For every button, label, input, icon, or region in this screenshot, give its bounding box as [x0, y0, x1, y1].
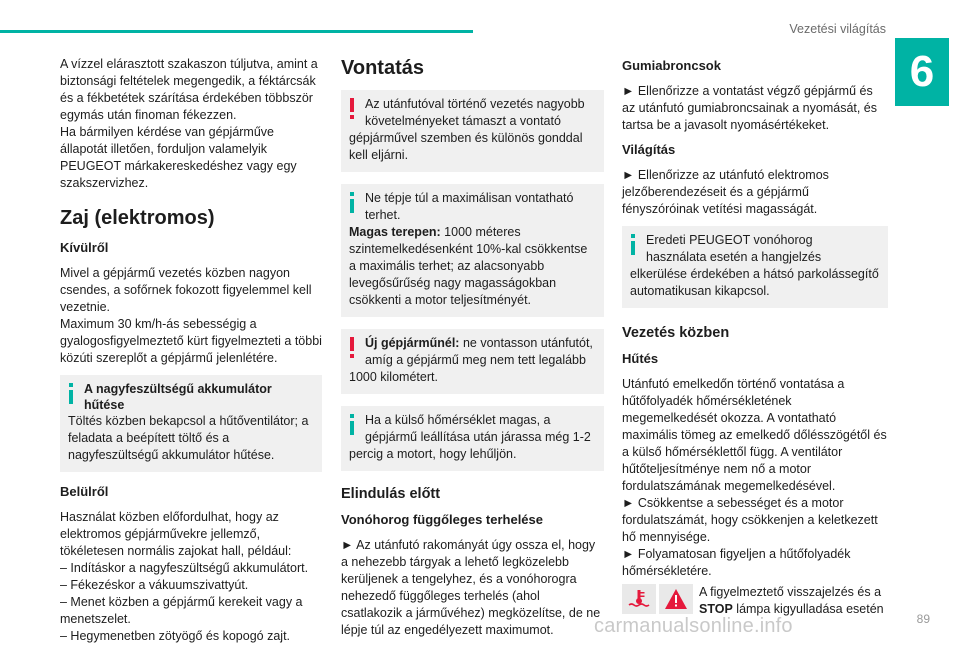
warning-triangle-icon: [659, 584, 693, 614]
page-number: 89: [916, 612, 930, 626]
coolant-temperature-icon: [622, 584, 656, 614]
warning-light-note: [622, 584, 888, 618]
new-vehicle-lead: ne vontasson utánfutót,: [459, 336, 593, 350]
hitch-paragraph: ► Az utánfutó rakományát úgy ossza el, hogy a nehezebb tárgyak a lehető legközelebb kerüljenek a tengelyhez, és a vonóhorogra nehezedő függőleges terhelés (ahol csatlakozik a járművéhez) megközelítse, de ne lépje túl az engedélyezett maximumot.: [341, 538, 601, 637]
hv-battery-title: A nagyfeszültségű akkumulátor hűtése: [84, 382, 272, 412]
warning-box-new-vehicle: [341, 329, 604, 394]
column-1: [60, 56, 322, 653]
warning-icon: [350, 337, 355, 358]
warning-light-lead: A figyelmeztető visszajelzés és a: [699, 585, 882, 599]
new-vehicle-label: Új gépjárműnél:: [365, 336, 460, 350]
inside-paragraph: Használat közben előfordulhat, hogy az elektromos gépjárművekre jellemző, tökéletesen normális zajokat hall, például: – Indításkor a nagyfeszültségű akkumulátort. – Fékezéskor a vákuumszivattyút. – Menet közben a gépjármű kerekeit vagy a menetszelet. – Hegymenetben zötyögő és kopogó zajt.: [60, 510, 309, 643]
watermark: carmanualsonline.info: [594, 615, 793, 637]
outside-paragraph: Mivel a gépjármű vezetés közben nagyon csendes, a sofőrnek fokozott figyelemmel kell vezetnie. Maximum 30 km/h-ás sebességig a gyalogosfigyelmeztető kürt figyelmezteti a többi közúti szereplőt a gépjármű jelenlétére.: [60, 266, 322, 365]
lighting-paragraph: ► Ellenőrizze az utánfutó elektromos jelzőberendezéseit és a gépjármű fényszóróinak vetítési magasságát.: [622, 168, 829, 216]
section-title: Vezetési világítás: [789, 22, 886, 36]
warning-towing-text: követelményeket támaszt a vontató gépjárművel szemben és különös gonddal kell eljárni.: [349, 114, 583, 162]
warning-towing-lead: Az utánfutóval történő vezetés nagyobb: [365, 97, 585, 111]
parking-assist-text: használata esetén a hangjelzés elkerülése érdekében a hátsó parkolássegítő automatikusan kikapcsol.: [630, 250, 879, 298]
engine-cooling-text: gépjármű leállítása után járassa még 1-2 percig a motort, hogy lehűljön.: [349, 430, 591, 461]
info-icon: [350, 414, 355, 435]
heading-tyres: Gumiabroncsok: [622, 58, 721, 73]
cooling-paragraph: Utánfutó emelkedőn történő vontatása a hűtőfolyadék hőmérsékletének megemelkedését okozza. A vontatható maximális tömeg az emelkedő dőlésszögétől és a külső hőmérséklettől függ. A ventilátor hűtőteljesítménye nem nő a motor fordulatszámának megemelkedésével. ► Csökkentse a sebességet és a motor fordulatszámát, hogy csökkenjen a keletkezett hő mennyisége. ► Folyamatosan figyeljen a hűtőfolyadék hőmérsékletére.: [622, 377, 887, 578]
info-icon: [69, 383, 74, 404]
warning-icon: [350, 98, 355, 119]
info-box-parking-assist: [622, 226, 888, 308]
column-3: [622, 56, 888, 618]
info-max-load-lead: Ne tépje túl a maximálisan vontatható: [365, 191, 574, 205]
info-altitude-label: Magas terepen:: [349, 225, 441, 239]
parking-assist-lead: Eredeti PEUGEOT vonóhorog: [646, 233, 813, 247]
hv-battery-text: Töltés közben bekapcsol a hűtőventilátor; a feladata a beépített töltő és a nagyfeszültségű akkumulátor hűtése.: [68, 414, 309, 462]
heading-towing: Vontatás: [341, 57, 424, 79]
info-icon: [350, 192, 355, 213]
info-altitude-text: 1000 méteres szintemelkedésenként 10%-kal csökkentse a maximális terhet; az alacsonyabb levegősűrűség nagy magasságokban csökkenti a motor teljesítményét.: [349, 225, 588, 307]
chapter-badge: 6: [895, 38, 949, 106]
engine-cooling-lead: Ha a külső hőmérséklet magas, a: [365, 413, 551, 427]
warning-lights: [622, 584, 693, 614]
info-box-max-load: [341, 184, 604, 317]
warning-box-towing: [341, 90, 604, 172]
heading-lighting: Világítás: [622, 142, 676, 157]
heading-inside: Belülről: [60, 484, 109, 499]
stop-label: STOP: [699, 602, 733, 616]
header-accent-bar: [0, 30, 473, 33]
heading-before-departure: Elindulás előtt: [341, 486, 441, 502]
heading-hitch-load: Vonóhorog függőleges terhelése: [341, 512, 544, 527]
new-vehicle-text: amíg a gépjármű meg nem tett legalább 1000 kilométert.: [349, 353, 586, 384]
info-box-engine-cooling: [341, 406, 604, 471]
heading-outside: Kívülről: [60, 240, 109, 255]
info-box-hv-battery: [60, 375, 322, 472]
tyres-paragraph: ► Ellenőrizze a vontatást végző gépjármű és az utánfutó gumiabroncsainak a nyomását, és tartsa be a javasolt nyomásértékeket.: [622, 84, 878, 132]
info-icon: [631, 234, 636, 255]
heading-cooling: Hűtés: [622, 351, 659, 366]
info-max-load-cont: terhet.: [365, 208, 401, 222]
heading-while-driving: Vezetés közben: [622, 325, 730, 341]
column-2: [341, 54, 604, 647]
intro-paragraph: A vízzel elárasztott szakaszon túljutva, amint a biztonsági feltételek megengedik, a féktárcsák és a fékbetétek szárítása érdekében többször egymás után finoman fékezzen. Ha bármilyen kérdése van gépjárműve állapotát illetően, forduljon valamelyik PEUGEOT márkakereskedéshez vagy egy szakszervizhez.: [60, 57, 318, 190]
warning-light-text: lámpa kigyulladása esetén: [732, 602, 884, 616]
heading-noise: Zaj (elektromos): [60, 207, 215, 229]
